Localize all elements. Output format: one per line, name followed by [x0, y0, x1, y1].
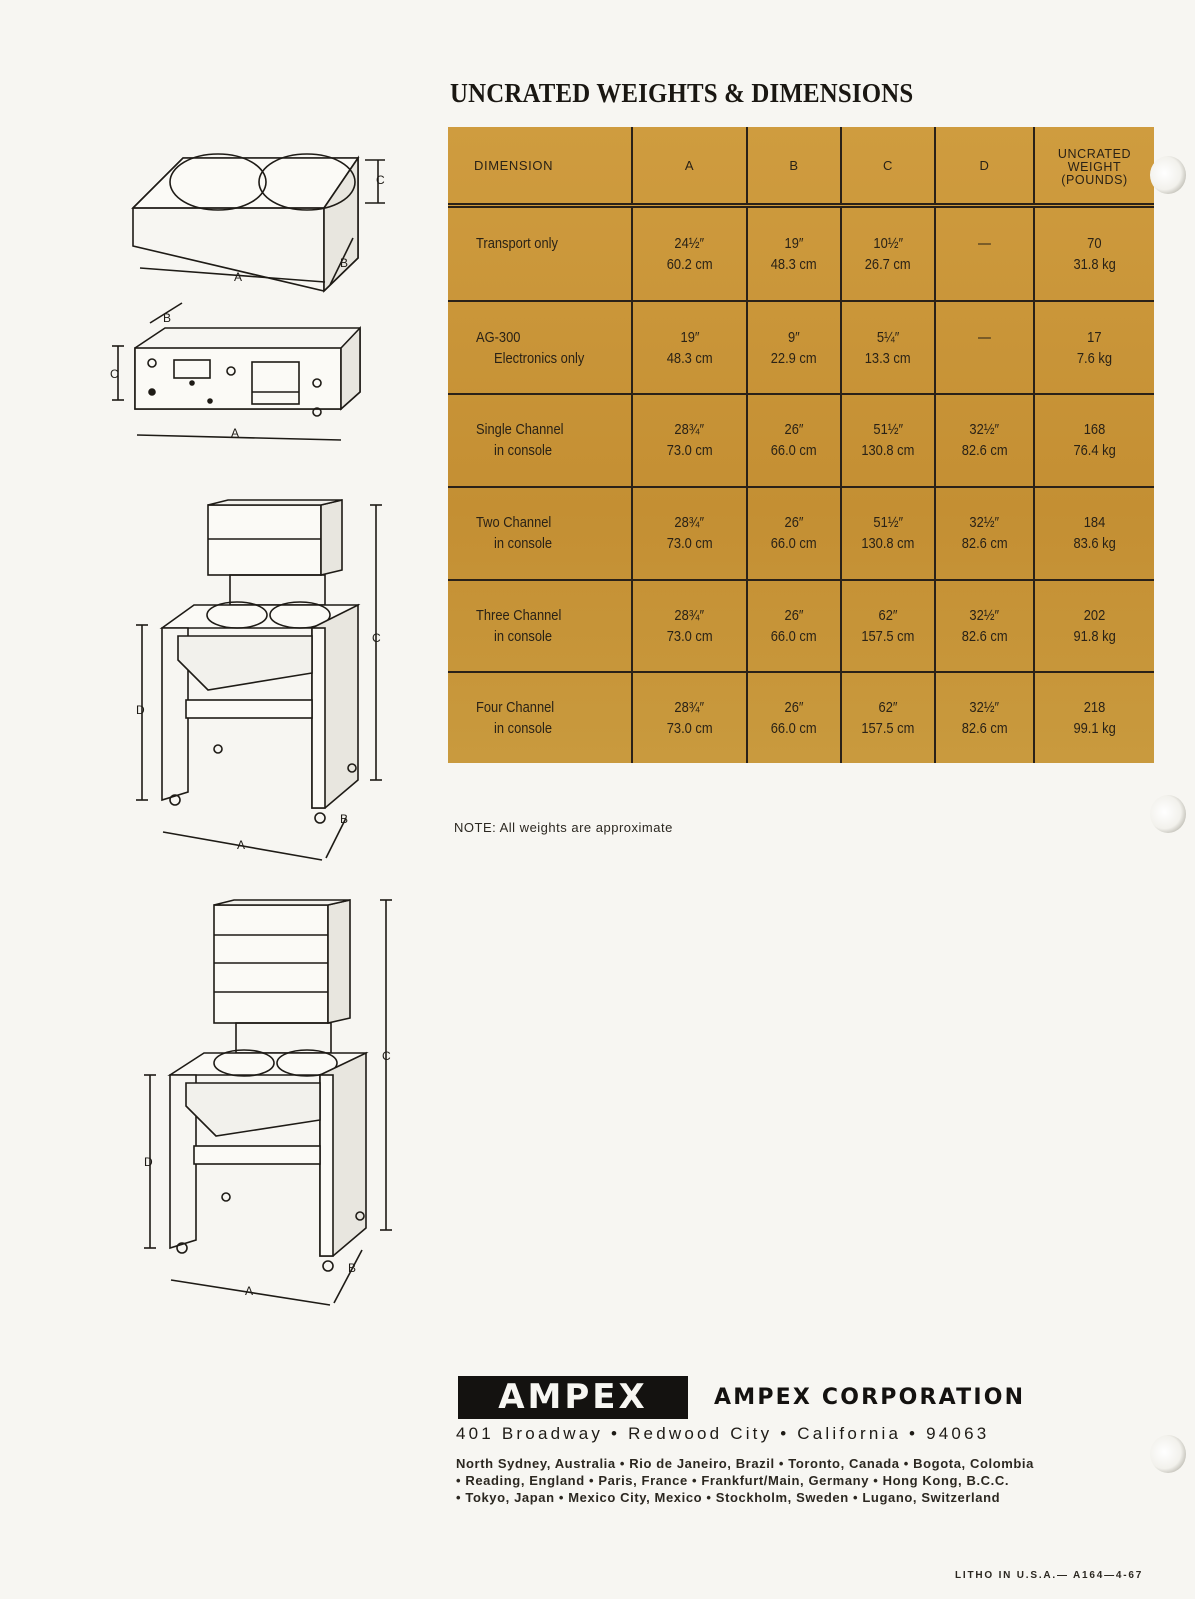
header-a: A	[632, 127, 747, 206]
cell-a-line-2: 73.0 cm	[666, 535, 713, 553]
row-label-line-1: Two Channel	[476, 514, 552, 532]
binder-hole-bottom	[1150, 1435, 1186, 1473]
electronics-drawing	[112, 303, 360, 440]
cell-b-line-1: 26″	[784, 699, 804, 717]
cell-c-line-2: 26.7 cm	[865, 256, 911, 274]
row-label-line-2: Electronics only	[494, 349, 585, 367]
row-label-line-1: Transport only	[476, 235, 558, 253]
cell-a-line-2: 73.0 cm	[666, 627, 713, 645]
row-label-line-1: AG-300	[476, 328, 521, 346]
cell-c-line-2: 130.8 cm	[861, 535, 915, 553]
cell-weight-line-1: 218	[1083, 699, 1106, 717]
cell-weight-line-2: 99.1 kg	[1073, 720, 1116, 738]
cell-c-line-1: 51½″	[873, 514, 903, 532]
header-d: D	[935, 127, 1034, 206]
row-label-line-1: Three Channel	[476, 606, 562, 624]
print-code: LITHO IN U.S.A.— A164—4-67	[955, 1570, 1144, 1581]
header-b: B	[747, 127, 841, 206]
binder-hole-top	[1150, 156, 1186, 194]
cell-weight-line-1: 70	[1087, 235, 1102, 253]
cell-a-line-2: 48.3 cm	[666, 349, 713, 367]
cell-d-line-2: 82.6 cm	[961, 442, 1008, 460]
corporation-name: AMPEX CORPORATION	[714, 1385, 1026, 1410]
cell-c-line-2: 157.5 cm	[861, 720, 915, 738]
cell-a-line-1: 28¾″	[674, 514, 705, 532]
cell-a-line-2: 73.0 cm	[666, 442, 713, 460]
console-drawing-tall	[144, 900, 392, 1305]
cell-b-line-2: 48.3 cm	[771, 256, 817, 274]
weights-note: NOTE: All weights are approximate	[454, 820, 673, 835]
cell-a-line-1: 24½″	[674, 235, 705, 253]
console-drawing-short	[136, 500, 382, 860]
header-dimension: DIMENSION	[448, 127, 632, 206]
cell-c-line-1: 62″	[878, 606, 898, 624]
label-c-console-short: C	[372, 631, 381, 645]
cell-c-line-2: 157.5 cm	[861, 627, 915, 645]
cell-d-line-1: 32½″	[969, 514, 1000, 532]
cell-weight-line-1: 17	[1087, 328, 1102, 346]
label-c-transport: C	[376, 173, 385, 187]
cell-weight-line-1: 184	[1083, 514, 1106, 532]
cell-b-line-1: 9″	[788, 328, 800, 346]
cell-b-line-2: 66.0 cm	[771, 442, 817, 460]
cell-c-line-2: 130.8 cm	[861, 442, 915, 460]
label-a-console-tall: A	[245, 1284, 254, 1298]
cell-d-line-1: 32½″	[969, 606, 1000, 624]
cell-b-line-2: 66.0 cm	[771, 535, 817, 553]
row-label-line-2: in console	[494, 720, 553, 738]
cell-d-line-1: —	[978, 328, 991, 346]
cell-d-line-1: 32½″	[969, 699, 1000, 717]
label-b-console-short: B	[340, 812, 349, 826]
cell-c-line-1: 5¼″	[876, 328, 900, 346]
label-b-electronics: B	[163, 311, 172, 325]
cell-d-line-2: 82.6 cm	[961, 535, 1008, 553]
cell-weight-line-2: 7.6 kg	[1076, 349, 1113, 367]
label-a-transport: A	[234, 270, 243, 284]
cell-b-line-1: 19″	[784, 235, 804, 253]
label-a-electronics: A	[231, 426, 240, 440]
cell-c-line-1: 51½″	[873, 421, 903, 439]
cell-weight-line-2: 91.8 kg	[1073, 627, 1116, 645]
cell-a-line-1: 28¾″	[674, 421, 705, 439]
row-label-line-2: in console	[494, 627, 553, 645]
cell-b-line-2: 66.0 cm	[771, 627, 817, 645]
label-b-transport: B	[340, 256, 349, 270]
cell-weight-line-2: 31.8 kg	[1073, 256, 1116, 274]
row-label-line-2: in console	[494, 535, 553, 553]
cell-a-line-1: 28¾″	[674, 699, 705, 717]
row-label-line-1: Four Channel	[476, 699, 555, 717]
header-c: C	[841, 127, 935, 206]
binder-hole-middle	[1150, 795, 1186, 833]
label-c-electronics: C	[110, 367, 119, 381]
cell-weight-line-1: 202	[1083, 606, 1106, 624]
header-weight-line2: WEIGHT	[1067, 159, 1122, 174]
cell-c-line-1: 62″	[878, 699, 898, 717]
cell-b-line-1: 26″	[784, 514, 804, 532]
cell-a-line-1: 28¾″	[674, 606, 705, 624]
cell-a-line-1: 19″	[680, 328, 699, 346]
offices-line-1: North Sydney, Australia • Rio de Janeiro, Brazil • Toronto, Canada • Bogota, Colombia	[456, 1456, 1034, 1471]
cell-c-line-1: 10½″	[873, 235, 903, 253]
cell-a-line-2: 73.0 cm	[666, 720, 713, 738]
cell-weight-line-1: 168	[1083, 421, 1106, 439]
label-d-console-tall: D	[144, 1155, 153, 1169]
cell-d-line-1: —	[978, 235, 991, 253]
row-label-line-2: in console	[494, 442, 553, 460]
cell-d-line-1: 32½″	[969, 421, 1000, 439]
label-c-console-tall: C	[382, 1049, 391, 1063]
row-label-line-1: Single Channel	[476, 421, 564, 439]
transport-drawing	[133, 154, 385, 291]
offices-line-2: • Reading, England • Paris, France • Frankfurt/Main, Germany • Hong Kong, B.C.C.	[456, 1473, 1010, 1488]
offices-line-3: • Tokyo, Japan • Mexico City, Mexico • Stockholm, Sweden • Lugano, Switzerland	[456, 1490, 1001, 1505]
cell-a-line-2: 60.2 cm	[666, 256, 713, 274]
cell-d-line-2: 82.6 cm	[961, 627, 1008, 645]
ampex-logo: AMPEX	[458, 1376, 688, 1419]
cell-c-line-2: 13.3 cm	[865, 349, 911, 367]
label-a-console-short: A	[237, 838, 246, 852]
cell-b-line-1: 26″	[784, 421, 804, 439]
label-d-console-short: D	[136, 703, 145, 717]
cell-d-line-2: 82.6 cm	[961, 720, 1008, 738]
international-offices	[456, 1455, 1066, 1506]
cell-weight-line-2: 83.6 kg	[1073, 535, 1116, 553]
label-b-console-tall: B	[348, 1261, 357, 1275]
header-weight-line3: (POUNDS)	[1061, 172, 1128, 187]
header-weight-line1: UNCRATED	[1057, 146, 1132, 161]
cell-b-line-2: 66.0 cm	[771, 720, 817, 738]
cell-b-line-2: 22.9 cm	[771, 349, 817, 367]
corporate-address: 401 Broadway • Redwood City • California • 94063	[456, 1424, 990, 1443]
cell-weight-line-2: 76.4 kg	[1073, 442, 1116, 460]
cell-b-line-1: 26″	[784, 606, 804, 624]
page-title: UNCRATED WEIGHTS & DIMENSIONS	[450, 78, 914, 108]
